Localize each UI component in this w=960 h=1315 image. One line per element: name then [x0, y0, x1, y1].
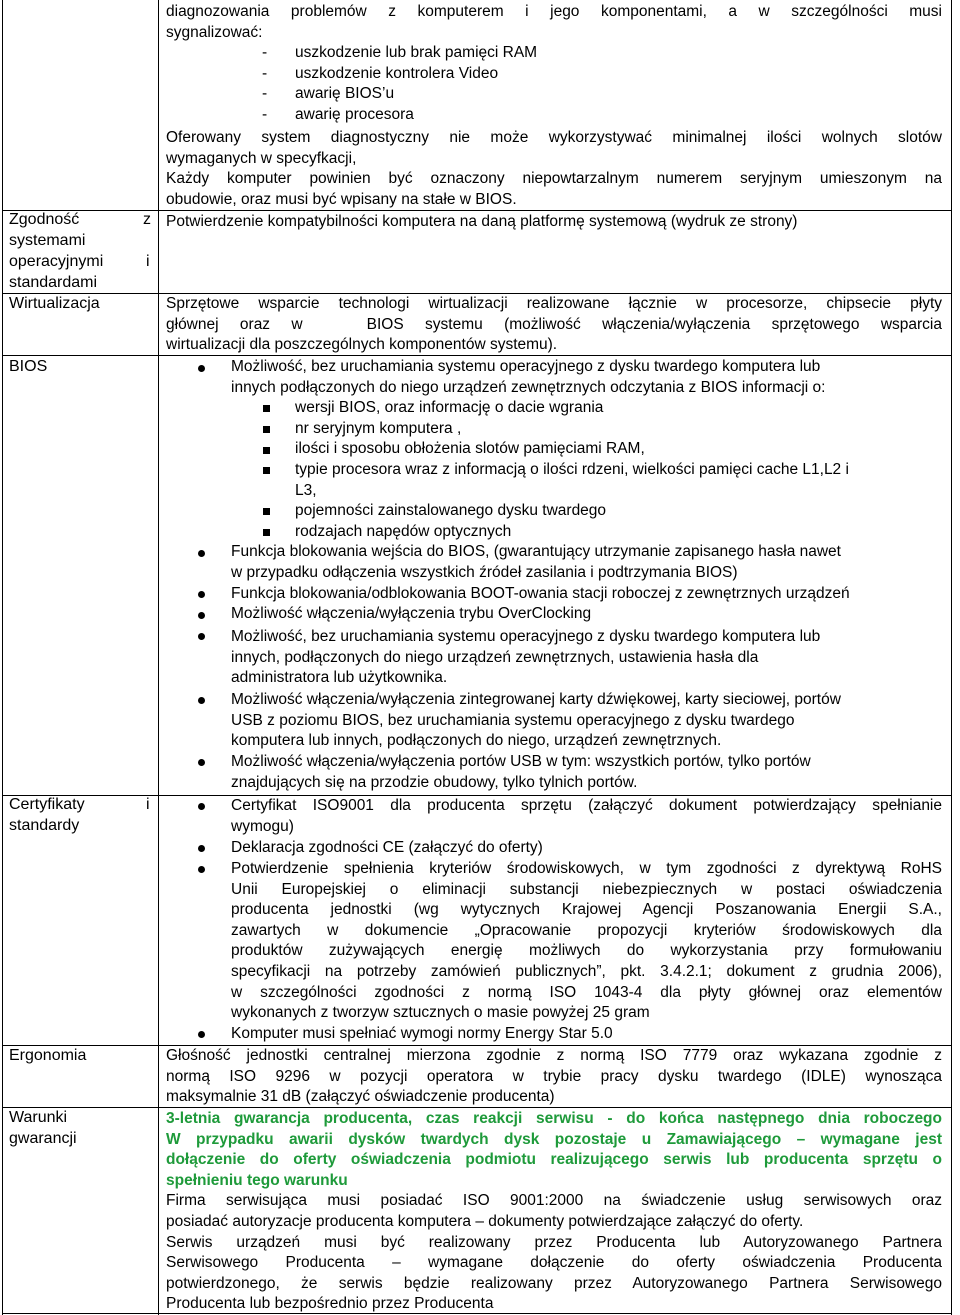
- body-text: wirtualizacji dla poszczególnych komponentów systemu).: [166, 336, 558, 354]
- warranty-highlight-text: dołączenie do oferty oświadczenia podmiotu realizującego serwis lub producenta sprzętu o: [166, 1151, 942, 1169]
- body-text: Producenta lub bezpośrednio przez Producenta: [166, 1295, 494, 1313]
- list-item: Możliwość, bez uruchamiania systemu operacyjnego z dysku twardego komputera lub: [231, 358, 821, 375]
- body-text: obudowie, oraz musi być wpisany na stałe w BIOS.: [166, 190, 517, 208]
- body-text: Sprzętowe wsparcie technologi wirtualizacji realizowane łącznie w procesorze, chipsecie płyty: [166, 295, 942, 312]
- list-item: Deklaracja zgodności CE (załączyć do oferty): [231, 839, 543, 856]
- list-item: Możliwość włączenia/wyłączenia portów USB w tym: wszystkich portów, tylko portów: [231, 753, 811, 770]
- bullet-icon: [198, 759, 205, 766]
- list-item: Możliwość włączenia/wyłączenia zintegrowanej karty dźwiękowej, karty sieciowej, portów: [231, 691, 841, 708]
- bullet-icon: [198, 550, 205, 557]
- column-divider: [158, 0, 159, 1315]
- square-bullet-icon: [263, 467, 270, 474]
- body-text: sygnalizować:: [166, 23, 263, 41]
- row-label: standardy: [9, 817, 80, 834]
- square-bullet-icon: [263, 405, 270, 412]
- list-item: specyfikacji na potrzeby zamówień publicznych”, pkt. 3.4.2.1; dokument z grudnia 2006),: [231, 963, 942, 980]
- list-item: Funkcja blokowania/odblokowania BOOT-owania stacji roboczej z zewnętrznych urządzeń: [231, 584, 850, 602]
- row-label: operacyjnymi: [9, 253, 104, 270]
- list-item: Komputer musi spełniać wymogi normy Energy Star 5.0: [231, 1025, 613, 1042]
- body-text: Serwis urządzeń musi być realizowany przez Producenta lub Autoryzowanego Partnera: [166, 1233, 942, 1251]
- list-item: w przypadku odłączenia wszystkich źródeł zasilania i podtrzymania BIOS): [231, 564, 738, 581]
- bullet-icon: [198, 633, 205, 640]
- table-border-right: [951, 0, 952, 1315]
- body-text: diagnozowania problemów z komputerem i jego komponentami, a w szczególności musi: [166, 3, 942, 20]
- list-item: uszkodzenie kontrolera Video: [295, 64, 499, 82]
- list-item: innych podłączonych do niego urządzeń zewnętrznych odczytania z BIOS informacji o:: [231, 378, 826, 396]
- sub-list-item: wersji BIOS, oraz informację o dacie wgrania: [295, 399, 604, 417]
- body-text: normą ISO 9296 w pozycji operatora w trybie pracy dysku twardego (IDLE) wynosząca: [166, 1067, 942, 1085]
- bullet-icon: [198, 365, 205, 372]
- list-item: zawartych w dokumencie „Opracowanie propozycji kryteriów środowiskowych dla: [231, 921, 942, 939]
- row-label: Warunki: [9, 1109, 68, 1126]
- body-text: głównej oraz w BIOS systemu (możliwość włączenia/wyłączenia sprzętowego wsparcia: [166, 315, 942, 333]
- bullet-icon: [198, 866, 205, 873]
- list-item: innych, podłączonych do niego urządzeń zewnętrznych, ustawienia hasła dla: [231, 648, 759, 666]
- square-bullet-icon: [263, 529, 270, 536]
- body-text: Firma serwisująca musi posiadać ISO 9001:2000 na świadczenie usług serwisowych oraz: [166, 1192, 942, 1210]
- body-text: potwierdzonego, że serwis będzie realizowany przez Autoryzowanego Partnera Serwisowego: [166, 1274, 942, 1292]
- list-item: wykonanych z tworzyw sztucznych o masie powyżej 25 gram: [231, 1004, 650, 1022]
- dash-marker: -: [262, 106, 268, 123]
- body-text: maksymalnie 31 dB (załączyć oświadczenie producenta): [166, 1088, 555, 1106]
- list-item: w szczególności zgodności z normą ISO 1043-4 dla płyty głównej oraz elementów: [231, 983, 942, 1001]
- list-item: producenta jednostki (wg wytycznych Krajowej Agencji Poszanowania Energii S.A.,: [231, 901, 942, 919]
- list-item: Funkcja blokowania wejścia do BIOS, (gwarantujący utrzymanie zapisanego hasła nawet: [231, 543, 841, 561]
- row-label-conjunction: z: [143, 211, 151, 228]
- warranty-highlight-text: 3-letnia gwarancja producenta, czas reakcji serwisu - do końca następnego dnia roboczego: [166, 1110, 942, 1127]
- list-item: Możliwość włączenia/wyłączenia trybu OverClocking: [231, 605, 592, 623]
- square-bullet-icon: [263, 426, 270, 433]
- body-text: wymaganych w specyfkacji,: [166, 149, 357, 167]
- sub-list-item: nr seryjnym komputera ,: [295, 419, 462, 437]
- sub-list-item: ilości i sposobu obłożenia slotów pamięciami RAM,: [295, 440, 645, 458]
- bullet-icon: [198, 591, 205, 598]
- square-bullet-icon: [263, 508, 270, 515]
- body-text: Serwisowego Producenta – wymagane dołączenie do oferty oświadczenia Producenta: [166, 1254, 942, 1272]
- list-item: Certyfikat ISO9001 dla producenta sprzętu (załączyć dokument potwierdzający spełnianie: [231, 797, 942, 814]
- bullet-icon: [198, 803, 205, 810]
- row-label: Zgodność: [9, 211, 80, 228]
- list-item: awarię procesora: [295, 106, 414, 123]
- row-label: standardami: [9, 274, 98, 291]
- row-label: BIOS: [9, 358, 48, 375]
- sub-list-item: L3,: [295, 481, 317, 499]
- row-label: systemami: [9, 232, 86, 249]
- list-item: awarię BIOS’u: [295, 85, 395, 103]
- sub-list-item: rodzajach napędów optycznych: [295, 522, 512, 540]
- sub-list-item: typie procesora wraz z informacją o ilości rdzeni, wielkości pamięci cache L1,L2 i: [295, 461, 849, 478]
- list-item: produktów zużywających energię możliwych do wykorzystania przy formułowaniu: [231, 942, 942, 960]
- list-item: Potwierdzenie spełnienia kryteriów środowiskowych, w tym zgodności z dyrektywą RoHS: [231, 860, 942, 877]
- dash-marker: -: [262, 85, 268, 103]
- body-text: Każdy komputer powinien być oznaczony niepowtarzalnym numerem seryjnym umieszonym na: [166, 170, 942, 188]
- list-item: Unii Europejskiej o eliminacji substancji niebezpiecznych w postaci oświadczenia: [231, 880, 942, 898]
- bullet-icon: [198, 612, 205, 619]
- list-item: znajdujących się na przodzie obudowy, tylko tylnich portów.: [231, 773, 638, 791]
- dash-marker: -: [262, 64, 268, 82]
- bullet-icon: [198, 1031, 205, 1038]
- bullet-icon: [198, 697, 205, 704]
- sub-list-item: pojemności zainstalowanego dysku twardego: [295, 502, 607, 520]
- body-text: Oferowany system diagnostyczny nie może wykorzystywać minimalnej ilości wolnych slotów: [166, 129, 942, 146]
- list-item: komputera lub innych, podłączonych do niego, urządzeń zewnętrznych.: [231, 732, 722, 750]
- row-label-conjunction: i: [146, 796, 150, 813]
- body-text: posiadać autoryzacje producenta komputera – dokumenty potwierdzające załączyć do oferty.: [166, 1213, 804, 1230]
- table-border-left: [2, 0, 3, 1315]
- warranty-highlight-text: W przypadku awarii dysków twardych dysk pozostaje u Zamawiającego – wymagane jest: [166, 1130, 942, 1148]
- row-label: Certyfikaty: [9, 796, 85, 813]
- list-item: Możliwość, bez uruchamiania systemu operacyjnego z dysku twardego komputera lub: [231, 628, 821, 645]
- row-label: gwarancji: [9, 1130, 77, 1147]
- body-text: Głośność jednostki centralnej mierzona zgodnie z normą ISO 7779 oraz wykazana zgodnie z: [166, 1047, 942, 1064]
- square-bullet-icon: [263, 447, 270, 454]
- list-item: administratora lub użytkownika.: [231, 669, 448, 687]
- list-item: USB z poziomu BIOS, bez uruchamiania systemu operacyjnego z dysku twardego: [231, 711, 795, 729]
- row-label: Wirtualizacja: [9, 295, 100, 312]
- bullet-icon: [198, 845, 205, 852]
- dash-marker: -: [262, 44, 268, 62]
- list-item: uszkodzenie lub brak pamięci RAM: [295, 44, 538, 62]
- warranty-highlight-text: spełnieniu tego warunku: [166, 1171, 348, 1189]
- row-label: Ergonomia: [9, 1047, 87, 1064]
- body-text: Potwierdzenie kompatybilności komputera na daną platformę systemową (wydruk ze strony): [166, 213, 798, 230]
- list-item: wymogu): [231, 817, 294, 835]
- row-label-conjunction: i: [146, 253, 150, 270]
